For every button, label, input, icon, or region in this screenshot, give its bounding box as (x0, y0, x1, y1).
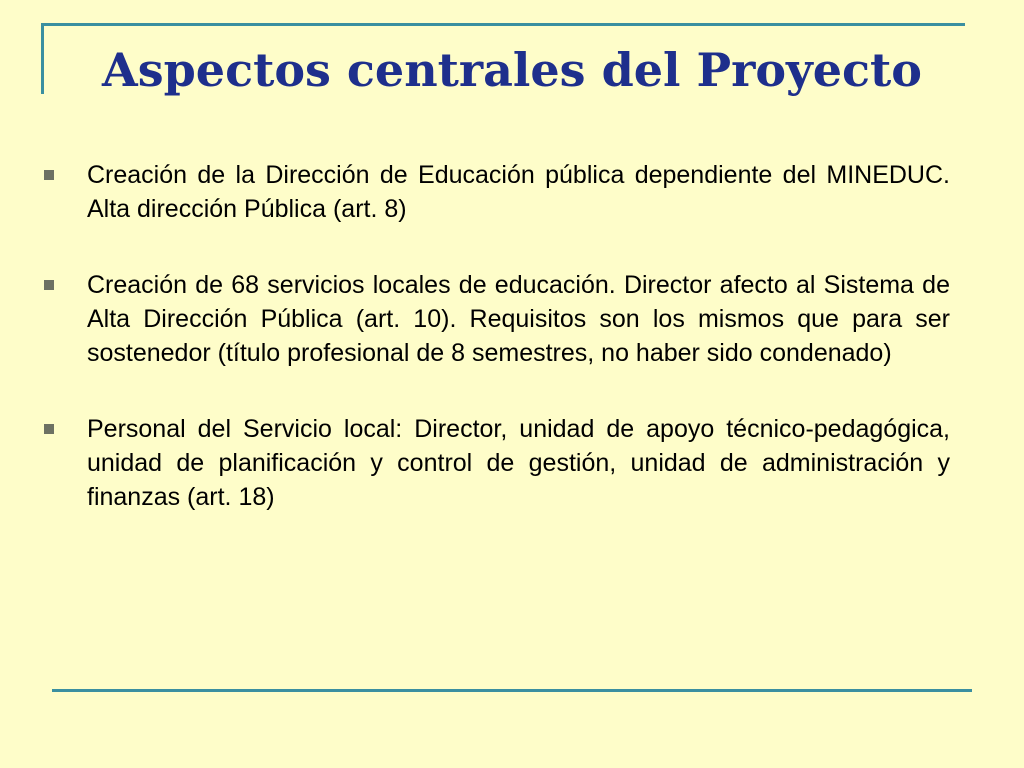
bullet-item-1 (44, 158, 950, 226)
square-bullet-icon (44, 280, 54, 290)
left-accent-line (41, 24, 44, 94)
bullet-text-2: Creación de 68 servicios locales de educación. Director afecto al Sistema de Alta Dirección Pública (art. 10). Requisitos son los mismos que para ser sostenedor (título profesional de 8 semestres, no haber sido condenado) (87, 271, 950, 367)
slide-title: Aspectos centrales del Proyecto (102, 43, 922, 97)
bullet-item-3 (44, 412, 950, 514)
square-bullet-icon (44, 424, 54, 434)
bullet-list (44, 158, 950, 514)
top-accent-line (41, 23, 965, 26)
bottom-accent-line (52, 689, 972, 692)
square-bullet-icon (44, 170, 54, 180)
bullet-text-1: Creación de la Dirección de Educación pública dependiente del MINEDUC. Alta dirección Pública (art. 8) (87, 161, 950, 223)
bullet-text-3: Personal del Servicio local: Director, unidad de apoyo técnico-pedagógica, unidad de planificación y control de gestión, unidad de administración y finanzas (art. 18) (87, 415, 950, 511)
bullet-item-2 (44, 268, 950, 370)
